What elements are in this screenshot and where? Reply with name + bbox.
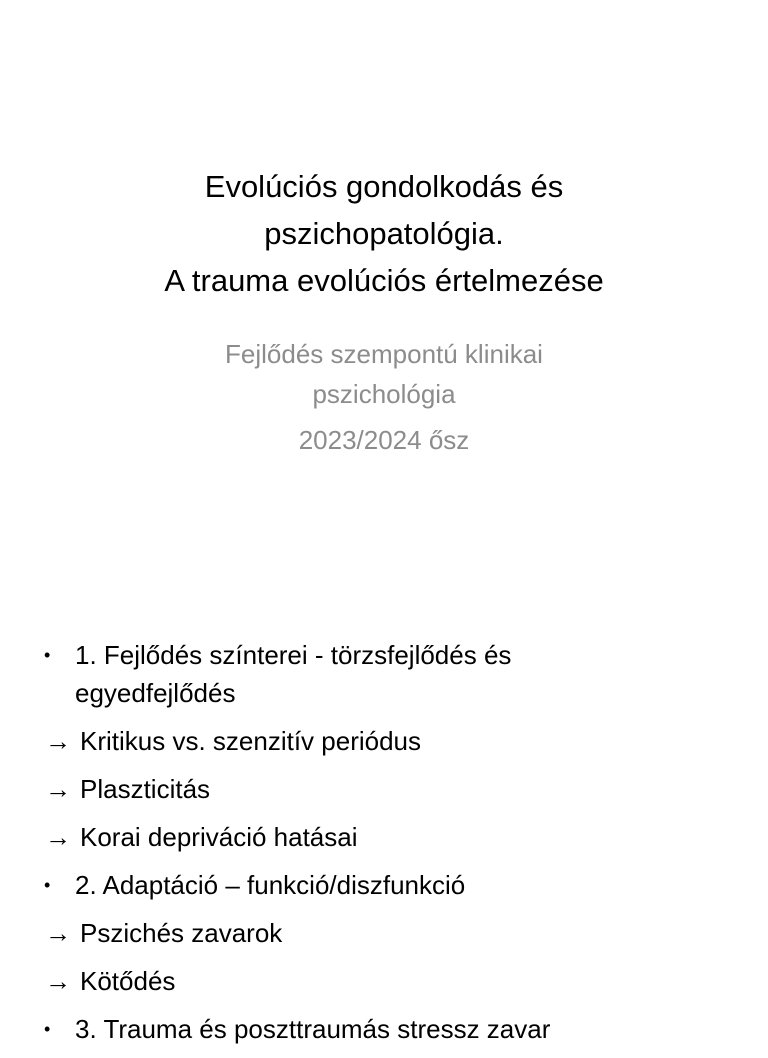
slide-subtitle [0,334,768,460]
arrow-right-icon: → [45,726,71,756]
outline-item-text: 2. Adaptáció – funkció/diszfunkció [75,870,466,900]
arrow-right-icon: → [45,918,71,948]
outline-bullet-item [0,1010,768,1048]
outline-bullet-item [0,866,768,904]
outline-arrow-item [0,914,768,952]
subtitle-line-2: pszichológia [312,379,456,409]
semester-label: 2023/2024 ősz [298,425,470,455]
arrow-right-icon: → [45,774,71,804]
outline-list [0,636,768,1058]
outline-item-text: Korai depriváció hatásai [80,822,358,852]
bullet-icon: • [44,645,51,665]
outline-item-text: 1. Fejlődés színterei - törzsfejlődés és egyedfejlődés [75,640,512,708]
outline-arrow-item [0,770,768,808]
slide-title [0,163,768,304]
outline-item-text: Kötődés [80,966,176,996]
outline-item-text: 3. Trauma és poszttraumás stressz zavar [75,1014,551,1044]
outline-slide [0,580,768,1044]
outline-arrow-item [0,818,768,856]
bullet-icon: • [44,875,51,895]
bullet-icon: • [44,1019,51,1039]
outline-arrow-item [0,722,768,760]
title-line-3: A trauma evolúciós értelmezése [164,263,604,298]
arrow-right-icon: → [45,822,71,852]
outline-arrow-item [0,962,768,1000]
arrow-right-icon: → [45,966,71,996]
outline-item-text: Kritikus vs. szenzitív periódus [80,726,422,756]
outline-item-text: Pszichés zavarok [80,918,283,948]
outline-item-text: Plaszticitás [80,774,211,804]
subtitle-line-1: Fejlődés szempontú klinikai [225,339,543,369]
outline-bullet-item [0,636,768,712]
title-line-2: pszichopatológia. [264,216,504,251]
title-line-1: Evolúciós gondolkodás és [204,169,564,204]
